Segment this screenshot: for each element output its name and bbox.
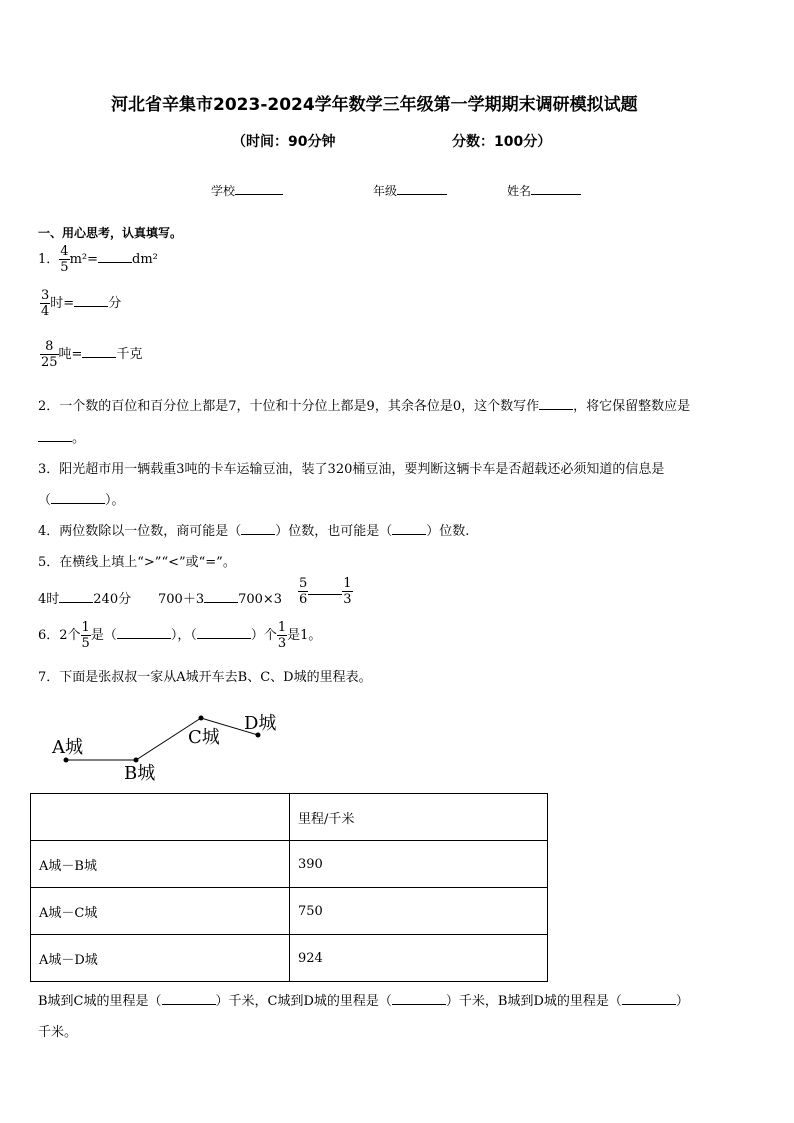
q1-a-numerator: 4: [60, 244, 69, 259]
city-a-point: [64, 758, 69, 763]
q4-line: [38, 520, 469, 539]
school-label: 学校: [211, 184, 236, 198]
q2-line1: [38, 395, 690, 414]
page-title: 河北省辛集市2023-2024学年数学三年级第一学期期末调研模拟试题: [111, 95, 638, 115]
q2-blank-1[interactable]: [539, 397, 573, 410]
q7-blank-3[interactable]: [622, 992, 676, 1005]
q5-compare-1: [38, 588, 131, 607]
q1-b-unit1: 时=: [50, 296, 75, 311]
q1-c-fraction: [40, 339, 59, 370]
q1-c-numerator: 8: [45, 339, 54, 354]
q1-c-denominator: 25: [41, 355, 58, 370]
q6-fraction-1: [81, 620, 91, 651]
q4-text-a: 4．两位数除以一位数，商可能是（: [38, 524, 242, 539]
q5-f2-denominator: 3: [343, 592, 352, 607]
q5-fraction-1: [298, 576, 308, 607]
city-a-label: A城: [52, 737, 83, 758]
q1-c-blank[interactable]: [82, 345, 116, 358]
route-diagram: [40, 705, 300, 785]
table-cell-distance: 924: [290, 935, 548, 982]
q1-part-c: [40, 339, 142, 370]
q6-text-e: 是1。: [287, 628, 322, 643]
q1-a-unit2: dm²: [132, 252, 158, 267]
name-blank[interactable]: [531, 182, 581, 195]
table-row: [31, 888, 548, 935]
q1-c-unit1: 吨=: [58, 347, 83, 362]
school-field: [211, 182, 283, 199]
table-row: [31, 935, 548, 982]
score-label: 分数：100分）: [452, 134, 552, 150]
q5-e2-right: 700×3: [238, 592, 283, 607]
q1-b-blank[interactable]: [74, 294, 108, 307]
route-line: [66, 718, 258, 760]
q5-compare-3: [298, 576, 353, 607]
q6-text-c: ），（: [170, 628, 197, 643]
grade-label: 年级: [373, 184, 398, 198]
table-cell-route: A城－B城: [31, 841, 290, 888]
city-d-label: D城: [244, 713, 277, 734]
q1-a-fraction: [59, 244, 69, 275]
q1-part-a: [38, 244, 158, 275]
q5-f2-numerator: 1: [343, 576, 352, 591]
q6-f2-numerator: 1: [277, 620, 287, 635]
grade-blank[interactable]: [397, 182, 447, 195]
q4-blank-2[interactable]: [392, 522, 426, 535]
q5-compare-2: [158, 588, 282, 607]
q5-e1-left: 4时: [38, 592, 60, 607]
q1-c-unit2: 千克: [116, 347, 143, 362]
q1-part-b: [40, 288, 121, 319]
q3-open-paren: （: [38, 493, 52, 508]
q5-line: 5．在横线上填上“>”“<”或“=”。: [38, 555, 236, 570]
city-b-label: B城: [124, 763, 156, 784]
q5-blank-3[interactable]: [308, 582, 342, 595]
q5-blank-2[interactable]: [204, 590, 238, 603]
table-cell-route: A城－D城: [31, 935, 290, 982]
q7-line: 7．下面是张叔叔一家从A城开车去B、C、D城的里程表。: [38, 670, 372, 685]
table-header-cell: 里程/千米: [290, 794, 548, 841]
q6-text-d: ）个: [250, 628, 277, 643]
q5-e1-right: 240分: [93, 592, 132, 607]
table-cell-distance: 390: [290, 841, 548, 888]
q5-f1-numerator: 5: [299, 576, 308, 591]
q3-close-paren: ）。: [105, 493, 125, 508]
q6-text-b: 是（: [90, 628, 117, 643]
q7-text-a: B城到C城的里程是（: [38, 994, 162, 1009]
q7-text-d: ）: [675, 994, 689, 1009]
table-cell-distance: 750: [290, 888, 548, 935]
q7-blank-2[interactable]: [392, 992, 446, 1005]
q6-line: [38, 620, 321, 651]
q7-text-b: ）千米，C城到D城的里程是（: [215, 994, 392, 1009]
mileage-table: [30, 793, 548, 982]
q4-text-c: ）位数.: [426, 524, 470, 539]
q1-b-unit2: 分: [108, 296, 122, 311]
section-heading: 一、用心思考，认真填写。: [38, 226, 183, 240]
q1-b-fraction: [40, 288, 50, 319]
q1-a-unit1: m²=: [69, 252, 98, 267]
table-header-row: [31, 794, 548, 841]
q6-blank-2[interactable]: [197, 626, 251, 639]
q6-f1-denominator: 5: [81, 636, 90, 651]
q4-blank-1[interactable]: [241, 522, 275, 535]
q2-text-c: 。: [72, 431, 86, 446]
q7-text-c: ）千米，B城到D城的里程是（: [445, 994, 622, 1009]
q4-text-b: ）位数，也可能是（: [275, 524, 393, 539]
q3-line2: [38, 489, 125, 508]
q2-blank-2[interactable]: [38, 429, 72, 442]
school-blank[interactable]: [235, 182, 283, 195]
city-c-point: [199, 716, 204, 721]
name-label: 姓名: [507, 184, 532, 198]
q3-blank[interactable]: [51, 491, 105, 504]
table-row: [31, 841, 548, 888]
city-c-label: C城: [188, 727, 220, 748]
q1-b-denominator: 4: [41, 304, 50, 319]
city-b-point: [134, 758, 139, 763]
q2-line2: [38, 427, 85, 446]
name-field: [507, 182, 581, 199]
time-label: （时间：90分钟: [232, 134, 336, 150]
q6-f1-numerator: 1: [81, 620, 90, 635]
q5-fraction-2: [342, 576, 352, 607]
q3-line1: 3．阳光超市用一辆载重3吨的卡车运输豆油，装了320桶豆油，要判断这辆卡车是否超载还必须知道的信息是: [38, 462, 665, 477]
grade-field: [373, 182, 447, 199]
q1-a-denominator: 5: [60, 260, 69, 275]
q7-answer-line2: 千米。: [38, 1025, 78, 1040]
q2-text-a: 2．一个数的百位和百分位上都是7，十位和十分位上都是9，其余各位是0，这个数写作: [38, 399, 540, 414]
q2-text-b: ，将它保留整数应是: [573, 399, 691, 414]
q5-f1-denominator: 6: [299, 592, 308, 607]
q1-a-blank[interactable]: [98, 250, 132, 263]
table-header-cell: [31, 794, 290, 841]
q1-number: 1．: [38, 252, 60, 267]
q7-blank-1[interactable]: [162, 992, 216, 1005]
q6-blank-1[interactable]: [117, 626, 171, 639]
table-cell-route: A城－C城: [31, 888, 290, 935]
q5-e2-left: 700＋3: [158, 592, 205, 607]
q6-f2-denominator: 3: [277, 636, 287, 651]
q6-fraction-2: [277, 620, 287, 651]
q6-text-a: 6．2个: [38, 628, 81, 643]
q5-blank-1[interactable]: [59, 590, 93, 603]
q7-answer-line1: [38, 990, 689, 1009]
q1-b-numerator: 3: [41, 288, 50, 303]
